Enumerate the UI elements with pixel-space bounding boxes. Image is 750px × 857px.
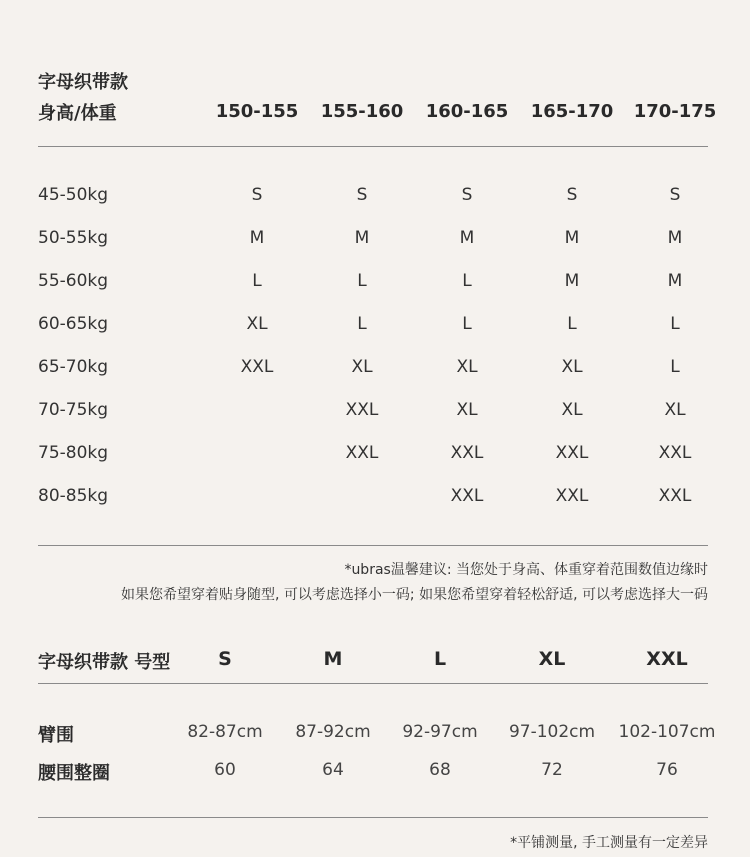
size-cell: XXL: [345, 400, 379, 420]
size-cell: L: [357, 271, 367, 291]
height-header: 170-175: [633, 101, 717, 122]
size-cell: XXL: [658, 443, 692, 463]
weight-label: 80-85kg: [38, 486, 109, 506]
measure-header-divider: [38, 683, 708, 684]
size-cell: L: [357, 314, 367, 334]
size-cell: XL: [664, 400, 686, 420]
size-cell: M: [354, 228, 370, 248]
size-cell: XL: [561, 357, 583, 377]
size-cell: L: [670, 314, 680, 334]
size-cell: XXL: [345, 443, 379, 463]
weight-label: 55-60kg: [38, 271, 109, 291]
size-header: XL: [538, 648, 566, 670]
chart-divider: [38, 545, 708, 546]
measure-chart-title: 字母织带款 号型: [38, 652, 171, 673]
size-cell: M: [564, 228, 580, 248]
weight-label: 50-55kg: [38, 228, 109, 248]
measure-cell: 64: [322, 760, 344, 780]
weight-label: 75-80kg: [38, 443, 109, 463]
tip-line-2: 如果您希望穿着贴身随型, 可以考虑选择小一码; 如果您希望穿着轻松舒适, 可以考虑选择大一码: [121, 587, 708, 603]
size-cell: XL: [456, 357, 478, 377]
measure-cell: 60: [214, 760, 236, 780]
size-cell: M: [667, 228, 683, 248]
size-cell: XL: [561, 400, 583, 420]
height-header: 155-160: [320, 101, 404, 122]
measure-cell: 92-97cm: [402, 722, 478, 742]
measure-cell: 82-87cm: [187, 722, 263, 742]
footnote: *平铺测量, 手工测量有一定差异: [510, 835, 708, 851]
weight-label: 70-75kg: [38, 400, 109, 420]
measure-cell: 97-102cm: [508, 722, 596, 742]
measure-cell: 68: [429, 760, 451, 780]
size-cell: XXL: [555, 443, 589, 463]
size-cell: XL: [246, 314, 268, 334]
height-header: 150-155: [215, 101, 299, 122]
weight-label: 45-50kg: [38, 185, 109, 205]
measure-divider: [38, 817, 708, 818]
size-cell: XXL: [658, 486, 692, 506]
size-cell: L: [252, 271, 262, 291]
size-cell: M: [249, 228, 265, 248]
size-cell: XL: [456, 400, 478, 420]
size-cell: XXL: [450, 486, 484, 506]
size-header: M: [323, 648, 343, 670]
measure-cell: 76: [656, 760, 678, 780]
measure-label: 臂围: [38, 725, 74, 746]
size-cell: XXL: [450, 443, 484, 463]
height-weight-label: 身高/体重: [38, 103, 117, 124]
height-header: 160-165: [425, 101, 509, 122]
measure-label: 腰围整圈: [38, 763, 110, 784]
size-cell: S: [566, 185, 578, 205]
measure-cell: 87-92cm: [295, 722, 371, 742]
measure-cell: 102-107cm: [618, 722, 716, 742]
size-header: XXL: [646, 648, 688, 670]
size-cell: XL: [351, 357, 373, 377]
weight-label: 65-70kg: [38, 357, 109, 377]
size-header: L: [433, 648, 447, 670]
measure-cell: 72: [541, 760, 563, 780]
size-cell: M: [459, 228, 475, 248]
size-cell: S: [356, 185, 368, 205]
header-divider: [38, 146, 708, 147]
size-cell: L: [670, 357, 680, 377]
size-cell: S: [461, 185, 473, 205]
size-cell: M: [667, 271, 683, 291]
size-cell: L: [567, 314, 577, 334]
size-cell: S: [669, 185, 681, 205]
size-cell: S: [251, 185, 263, 205]
size-cell: XXL: [240, 357, 274, 377]
height-header: 165-170: [530, 101, 614, 122]
tip-line-1: *ubras温馨建议: 当您处于身高、体重穿着范围数值边缘时: [344, 562, 708, 578]
size-cell: L: [462, 271, 472, 291]
size-header: S: [218, 648, 232, 670]
size-chart-title: 字母织带款: [38, 72, 128, 93]
size-cell: L: [462, 314, 472, 334]
weight-label: 60-65kg: [38, 314, 109, 334]
size-cell: XXL: [555, 486, 589, 506]
size-cell: M: [564, 271, 580, 291]
